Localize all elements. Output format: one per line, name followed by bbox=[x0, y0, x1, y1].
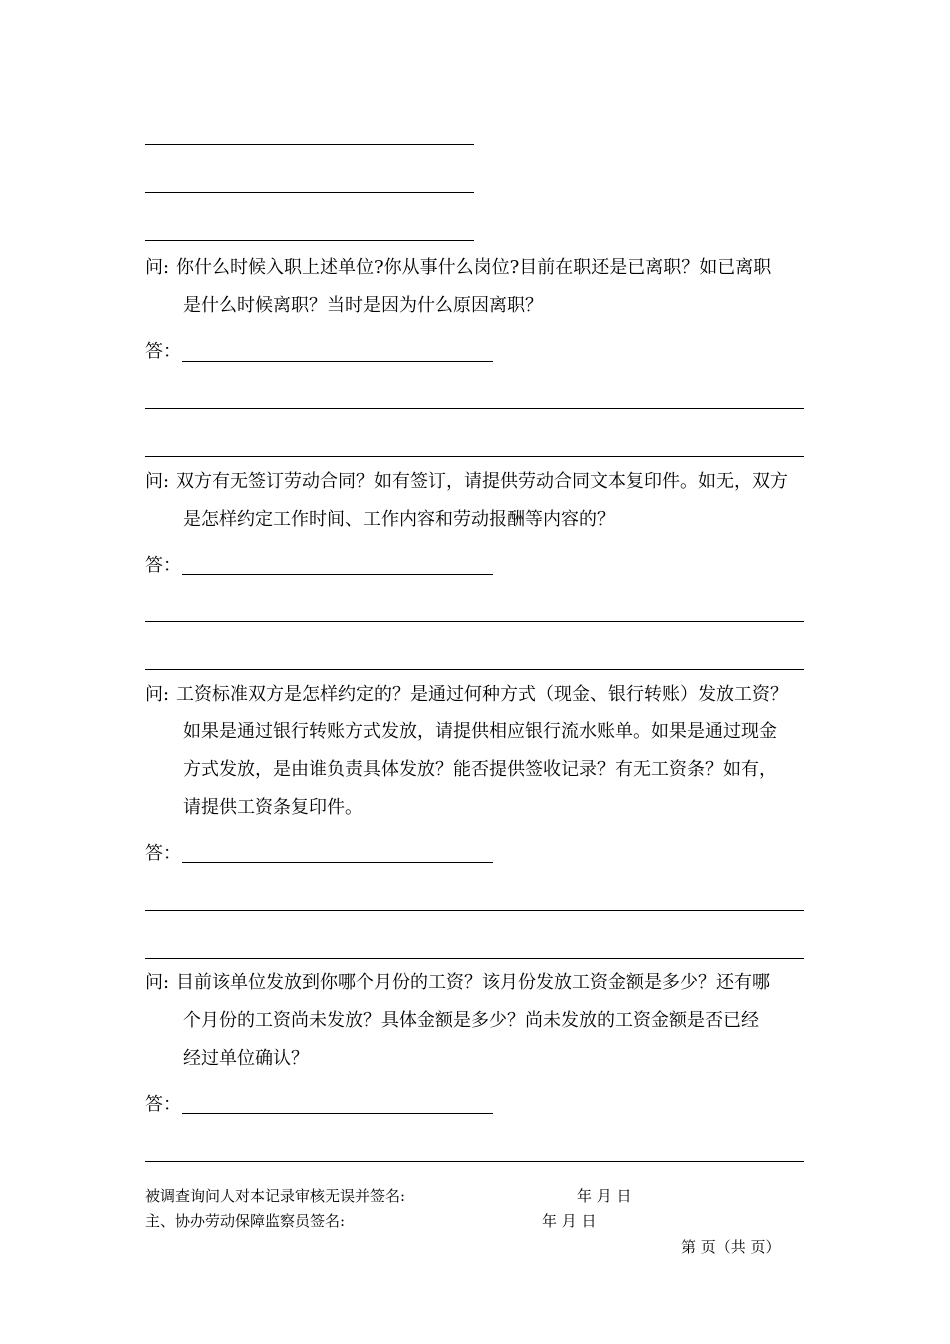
answer-2-field[interactable] bbox=[182, 574, 493, 575]
answer-label: 答： bbox=[145, 555, 181, 576]
question-label: 问: bbox=[145, 257, 170, 278]
answer-1-extra-line[interactable] bbox=[145, 408, 804, 409]
question-label: 问: bbox=[145, 972, 170, 993]
page-counter: 第 页（共 页） bbox=[681, 1238, 781, 1256]
inspector-date: 年 月 日 bbox=[542, 1212, 597, 1230]
answer-2-extra-line[interactable] bbox=[145, 621, 804, 622]
answer-label: 答： bbox=[145, 1094, 181, 1115]
question-4-line-3: 经过单位确认？ bbox=[183, 1048, 309, 1069]
question-4-line-2: 个月份的工资尚未发放？具体金额是多少？尚未发放的工资金额是否已经 bbox=[183, 1010, 759, 1031]
answer-4-field[interactable] bbox=[182, 1113, 493, 1114]
question-3-line-4: 请提供工资条复印件。 bbox=[183, 797, 363, 818]
question-label: 问: bbox=[145, 471, 170, 492]
answer-label: 答： bbox=[145, 341, 181, 362]
question-2-line-1: 双方有无签订劳动合同？如有签订，请提供劳动合同文本复印件。如无，双方 bbox=[176, 471, 788, 492]
respondent-date: 年 月 日 bbox=[577, 1187, 632, 1205]
question-3-line-3: 方式发放，是由谁负责具体发放？能否提供签收记录？有无工资条？如有， bbox=[183, 759, 777, 780]
question-4-line-1: 目前该单位发放到你哪个月份的工资？该月份发放工资金额是多少？还有哪 bbox=[176, 972, 770, 993]
answer-2-extra-line[interactable] bbox=[145, 669, 804, 670]
blank-line bbox=[145, 240, 474, 241]
question-1-line-1: 你什么时候入职上述单位?你从事什么岗位?目前在职还是已离职？如已离职 bbox=[176, 257, 772, 278]
question-3-line-1: 工资标准双方是怎样约定的？是通过何种方式（现金、银行转账）发放工资？ bbox=[176, 684, 788, 705]
question-label: 问: bbox=[145, 684, 170, 705]
answer-3-extra-line[interactable] bbox=[145, 958, 804, 959]
question-2-line-2: 是怎样约定工作时间、工作内容和劳动报酬等内容的？ bbox=[183, 509, 615, 530]
answer-3-field[interactable] bbox=[182, 862, 493, 863]
answer-3-extra-line[interactable] bbox=[145, 910, 804, 911]
respondent-sign-label: 被调查询问人对本记录审核无误并签名: bbox=[145, 1187, 406, 1205]
question-1-line-2: 是什么时候离职？当时是因为什么原因离职？ bbox=[183, 295, 543, 316]
blank-line bbox=[145, 192, 474, 193]
answer-1-field[interactable] bbox=[182, 361, 493, 362]
answer-4-extra-line[interactable] bbox=[145, 1161, 804, 1162]
question-3-line-2: 如果是通过银行转账方式发放，请提供相应银行流水账单。如果是通过现金 bbox=[183, 721, 777, 742]
inspector-sign-label: 主、协办劳动保障监察员签名: bbox=[145, 1212, 346, 1230]
blank-line bbox=[145, 144, 474, 145]
answer-1-extra-line[interactable] bbox=[145, 456, 804, 457]
answer-label: 答： bbox=[145, 843, 181, 864]
